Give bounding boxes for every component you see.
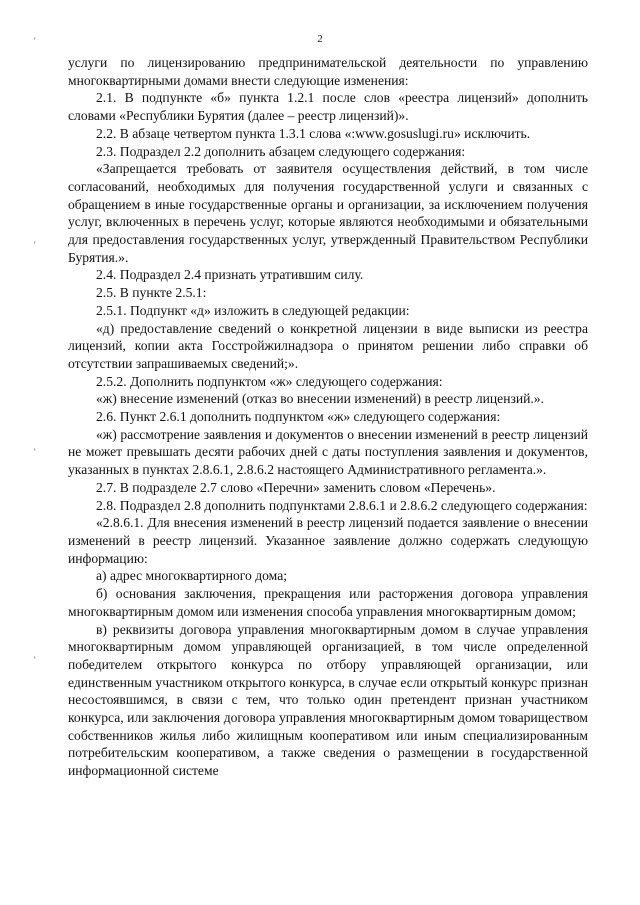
paragraph: 2.5. В пункте 2.5.1:	[96, 285, 207, 301]
paragraph: «2.8.6.1. Для внесения изменений в реестр лицензий подается заявление о внесении изменений в реестр лицензий. Указанное заявление должно содержать следующую информацию:	[68, 515, 588, 566]
paragraph: 2.3. Подраздел 2.2 дополнить абзацем следующего содержания:	[96, 143, 466, 159]
paragraph: «ж) рассмотрение заявления и документов о внесении изменений в реестр лицензий не может превышать десяти рабочих дней с даты поступления заявления и документов, указанных в пунктах 2.8.6.1, 2.8.6.2 настоящего Административного регламента.».	[68, 426, 588, 478]
paragraph: «д) предоставление сведений о конкретной лицензии в виде выписки из реестра лицензий, копии акта Госстройжилнадзора о принятом решении либо справки об отсутствии запрашиваемых сведений;».	[68, 320, 588, 371]
paragraph: «ж) внесение изменений (отказ во внесении изменений) в реестр лицензий.».	[96, 391, 544, 407]
paragraph: 2.5.1. Подпункт «д» изложить в следующей редакции:	[96, 302, 410, 318]
paragraph: б) основания заключения, прекращения или расторжения договора управления многоквартирным домом или изменения способа управления многоквартирным домом;	[68, 586, 588, 619]
scan-mark: '	[34, 655, 36, 665]
scan-mark: '	[34, 240, 36, 250]
paragraph: 2.7. В подразделе 2.7 слово «Перечни» заменить словом «Перечень».	[96, 479, 496, 495]
scan-mark: '	[34, 36, 36, 46]
page-number: 2	[317, 33, 323, 45]
document-body	[68, 54, 588, 780]
paragraph: 2.4. Подраздел 2.4 признать утратившим силу.	[96, 267, 364, 283]
scan-mark: '	[34, 447, 36, 457]
paragraph: 2.8. Подраздел 2.8 дополнить подпунктами 2.8.6.1 и 2.8.6.2 следующего содержания:	[96, 497, 588, 513]
paragraph: 2.5.2. Дополнить подпунктом «ж» следующего содержания:	[96, 373, 443, 389]
paragraph: в) реквизиты договора управления многоквартирным домом в случае управления многоквартирным домом управляющей организацией, в том числе определенной победителем открытого конкурса по отбору управляющей организации, или единственным участником открытого конкурса, в случае если открытый конкурс признан несостоявшимся, в связи с тем, что только один претендент признан участником конкурса, или заключения договора управления многоквартирным домом товариществом собственников жилья либо жилищным кооперативом или иным специализированным потребительским кооперативом, а также сведения о размещении в государственной информационной системе	[68, 621, 588, 779]
paragraph: 2.1. В подпункте «б» пункта 1.2.1 после слов «реестра лицензий» дополнить словами «Республики Бурятия (далее – реестр лицензий)».	[68, 90, 588, 124]
paragraph: 2.2. В абзаце четвертом пункта 1.3.1 слова «:www.gosuslugi.ru» исключить.	[96, 125, 531, 141]
paragraph: услуги по лицензированию предпринимательской деятельности по управлению многоквартирными домами внести следующие изменения:	[68, 55, 588, 88]
paragraph: 2.6. Пункт 2.6.1 дополнить подпунктом «ж» следующего содержания:	[96, 409, 501, 425]
paragraph: а) адрес многоквартирного дома;	[96, 568, 288, 584]
paragraph: «Запрещается требовать от заявителя осуществления действий, в том числе согласований, необходимых для получения государственной услуги и связанных с обращением в иные государственные органы и организации, за исключением получения услуг, включенных в перечень услуг, которые являются необходимыми и обязательными для предоставления государственных услуг, утвержденный Правительством Республики Бурятия.».	[68, 161, 588, 265]
